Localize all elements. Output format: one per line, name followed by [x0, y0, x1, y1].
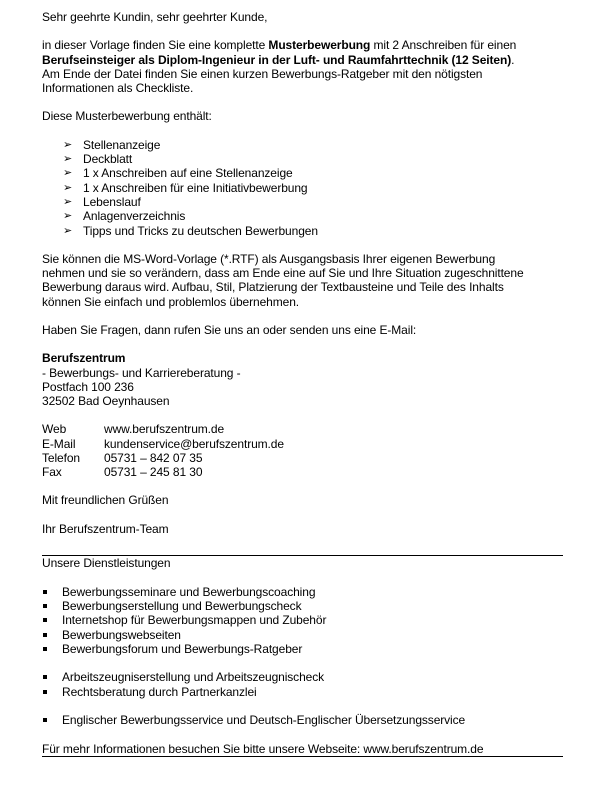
address-line: Postfach 100 236 [42, 379, 134, 394]
intro-line-4: Informationen als Checkliste. [42, 81, 194, 95]
list-item: Englischer Bewerbungsservice und Deutsch-Englischer Übersetzungsservice [42, 713, 562, 727]
contact-label: E-Mail [42, 436, 76, 451]
list-item: Bewerbungsseminare und Bewerbungscoaching [42, 585, 562, 599]
list-item: ➢ 1 x Anschreiben auf eine Stellenanzeige [63, 166, 293, 181]
questions-text: Haben Sie Fragen, dann rufen Sie uns an oder senden uns eine E-Mail: [42, 323, 417, 338]
contact-row-phone [42, 451, 562, 465]
arrow-bullet-icon: ➢ [63, 224, 73, 237]
list-item: ➢ Deckblatt [63, 152, 133, 167]
greeting: Sehr geehrte Kundin, sehr geehrter Kunde, [42, 10, 268, 24]
list-item: ➢ Stellenanzeige [63, 137, 161, 152]
list-item: Arbeitszeugniserstellung und Arbeitszeugnischeck [42, 670, 562, 684]
address-block [42, 351, 562, 408]
arrow-bullet-icon: ➢ [63, 210, 73, 223]
usage-line: Bewerbung daraus wird. Aufbau, Stil, Platzierung der Textbausteine und Teile des Inhalts [42, 280, 504, 295]
contact-row-fax [42, 465, 562, 479]
list-item: ➢ 1 x Anschreiben für eine Initiativbewerbung [63, 180, 308, 195]
list-item: Internetshop für Bewerbungsmappen und Zubehör [42, 613, 562, 627]
square-bullet-icon [43, 718, 47, 722]
arrow-bullet-icon: ➢ [63, 195, 73, 208]
closing: Mit freundlichen Grüßen [42, 493, 169, 508]
intro-paragraph [42, 38, 562, 95]
square-bullet-icon [43, 590, 47, 594]
footer-divider [42, 756, 563, 757]
list-item: Bewerbungserstellung und Bewerbungscheck [42, 599, 562, 613]
square-bullet-icon [43, 647, 47, 651]
square-bullet-icon [43, 675, 47, 679]
list-item: ➢ Lebenslauf [63, 194, 141, 209]
intro-text-3: . [511, 52, 515, 67]
usage-line: Sie können die MS-Word-Vorlage (*.RTF) als Ausgangsbasis Ihrer eigenen Bewerbung [42, 252, 496, 267]
arrow-bullet-icon: ➢ [63, 138, 73, 151]
intro-bold-target: Berufseinsteiger als Diplom-Ingenieur in der Luft- und Raumfahrttechnik (12 Seiten) [42, 52, 512, 67]
fax-number: 05731 – 245 81 30 [104, 465, 203, 480]
footer-text: Für mehr Informationen besuchen Sie bitte unsere Webseite: www.berufszentrum.de [42, 741, 484, 756]
list-item: ➢ Anlagenverzeichnis [63, 209, 186, 224]
square-bullet-icon [43, 604, 47, 608]
services-list-3 [42, 713, 562, 727]
phone-number: 05731 – 842 07 35 [104, 450, 203, 465]
address-line: 32502 Bad Oeynhausen [42, 394, 170, 409]
list-item: ➢ Tipps und Tricks zu deutschen Bewerbungen [63, 223, 318, 238]
email-link[interactable]: kundenservice@berufszentrum.de [104, 436, 284, 451]
web-link[interactable]: www.berufszentrum.de [104, 422, 225, 437]
intro-line-3: Am Ende der Datei finden Sie einen kurzen Bewerbungs-Ratgeber mit den nötigsten [42, 66, 483, 81]
contents-list [42, 138, 562, 238]
contact-row-web [42, 422, 562, 436]
document-body [42, 10, 562, 757]
contact-label: Web [42, 422, 67, 437]
contact-label: Fax [42, 465, 62, 480]
list-item: Bewerbungswebseiten [42, 628, 562, 642]
arrow-bullet-icon: ➢ [63, 167, 73, 180]
usage-line: nehmen und sie so verändern, dass am Ende eine auf Sie und Ihre Situation zugeschnittene [42, 266, 524, 281]
company-name: Berufszentrum [42, 351, 126, 366]
list-item: Bewerbungsforum und Bewerbungs-Ratgeber [42, 642, 562, 656]
square-bullet-icon [43, 690, 47, 694]
list-item: Rechtsberatung durch Partnerkanzlei [42, 685, 562, 699]
usage-paragraph [42, 252, 562, 309]
arrow-bullet-icon: ➢ [63, 153, 73, 166]
square-bullet-icon [43, 618, 47, 622]
usage-line: können Sie einfach und problemlos übernehmen. [42, 294, 300, 309]
address-line: - Bewerbungs- und Karriereberatung - [42, 365, 241, 380]
square-bullet-icon [43, 633, 47, 637]
signature: Ihr Berufszentrum-Team [42, 521, 169, 536]
services-list-1 [42, 585, 562, 656]
contact-label: Telefon [42, 450, 80, 465]
intro-text-2: mit 2 Anschreiben für einen [370, 38, 517, 53]
contents-heading: Diese Musterbewerbung enthält: [42, 109, 212, 124]
arrow-bullet-icon: ➢ [63, 181, 73, 194]
contact-row-email [42, 437, 562, 451]
intro-bold-musterbewerbung: Musterbewerbung [268, 38, 371, 53]
contact-block [42, 422, 562, 479]
services-heading: Unsere Dienstleistungen [42, 556, 171, 571]
services-list-2 [42, 670, 562, 699]
intro-text-1: in dieser Vorlage finden Sie eine komplette [42, 38, 269, 53]
